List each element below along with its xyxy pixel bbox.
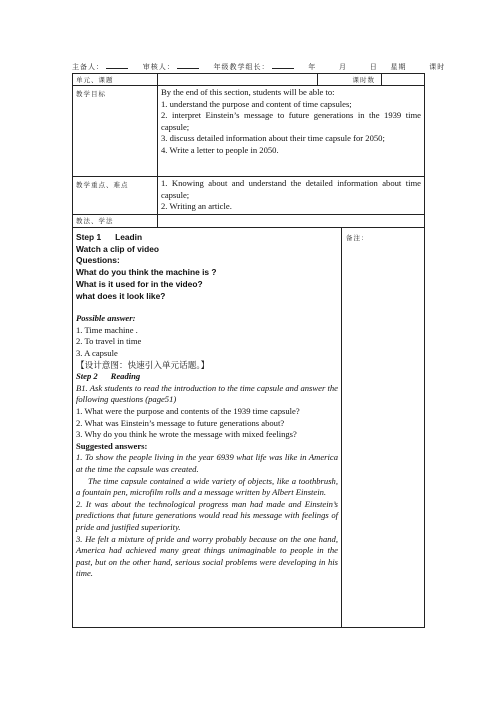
- keypoints-label: 教学重点、难点: [73, 177, 158, 215]
- questions-title: Questions:: [76, 255, 120, 266]
- lesson-process: [73, 228, 342, 628]
- goal-line: 1. understand the purpose and content of time capsules;: [161, 98, 352, 109]
- suggested-answer: The time capsule contained a wide variety of objects, like a toothbrush, a fountain pen, microfilm rolls and a message written by Albert Einstein.: [76, 475, 338, 498]
- goal-line: By the end of this section, students will be able to:: [161, 87, 335, 97]
- process-row: [73, 228, 425, 628]
- goals-row: [73, 86, 425, 177]
- unit-row: [73, 74, 425, 86]
- reading-question: 2. What was Einstein’s message to future generations about?: [76, 417, 285, 428]
- reading-question: 3. Why do you think he wrote the message with mixed feelings?: [76, 429, 297, 440]
- goals-content: [158, 86, 425, 177]
- keypoints-content: [158, 177, 425, 215]
- methods-label: 教法、学法: [73, 215, 158, 228]
- unit-label: 单元、课题: [73, 74, 158, 86]
- goal-line: 3. discuss detailed information about their time capsule for 2050;: [161, 133, 385, 144]
- suggested-answer: 2. It was about the technological progress man had made and Einstein’s predictions that future generations would read his message with feelings of pride and justified superiority.: [76, 498, 338, 532]
- answer-item: 3. A capsule: [76, 348, 118, 358]
- notes-label: 备注：: [346, 235, 369, 242]
- design-note: 【设计意图：快速引入单元话题。】: [76, 359, 210, 370]
- lesson-plan-table: [72, 73, 425, 628]
- goal-line: 2. interpret Einstein’s message to future generations in the 1939 time capsule;: [161, 110, 421, 132]
- preparer-blank: [106, 62, 128, 69]
- suggested-answer: 3. He felt a mixture of pride and worry probably because on the one hand, America had achieved many great things unimaginable to people in the past, but on the other hand, serious social problems were developing in his time.: [76, 533, 338, 579]
- keypoint-line: 2. Writing an article.: [161, 201, 232, 212]
- type-label: 课时数: [318, 74, 382, 86]
- type-value: [382, 74, 425, 86]
- goals-label: 教学目标: [73, 86, 158, 177]
- question-item: what does it look like?: [76, 290, 166, 301]
- keypoint-line: 1. Knowing about and understand the detailed information about time capsule;: [161, 178, 421, 200]
- preparer-label: 主备人：: [72, 63, 104, 71]
- lesson-plan-header: [72, 62, 445, 72]
- methods-row: [73, 215, 425, 228]
- suggested-answers-title: Suggested answers:: [76, 440, 148, 451]
- question-item: What do you think the machine is ?: [76, 267, 217, 278]
- reading-question: 1. What were the purpose and contents of the 1939 time capsule?: [76, 405, 300, 416]
- leader-label: 年级教学组长：: [213, 63, 270, 71]
- step2-heading: Step 2 Reading: [76, 371, 141, 382]
- reviewer-label: 审核人：: [142, 63, 175, 71]
- keypoints-row: [73, 177, 425, 215]
- goal-line: 4. Write a letter to people in 2050.: [161, 144, 279, 155]
- notes-column: [342, 228, 425, 628]
- b1-instruction: B1. Ask students to read the introduction to the time capsule and answer the following questions (page51): [76, 382, 338, 405]
- period-label: 课时: [429, 63, 446, 71]
- month-label: 月: [339, 63, 347, 71]
- reviewer-blank: [177, 62, 199, 69]
- answer-item: 2. To travel in time: [76, 336, 142, 347]
- possible-answer-title: Possible answer:: [76, 313, 136, 324]
- unit-value: [158, 74, 318, 86]
- week-label: 星期: [390, 63, 407, 71]
- leader-blank: [272, 62, 294, 69]
- answer-item: 1. Time machine .: [76, 324, 138, 335]
- question-item: What is it used for in the video?: [76, 278, 203, 289]
- year-label: 年: [308, 63, 317, 71]
- suggested-answer: 1. To show the people living in the year 6939 what life was like in America at the time the capsule was created.: [76, 452, 338, 474]
- watch-video: Watch a clip of video: [76, 243, 159, 254]
- step1-heading: Step 1 Leadin: [76, 232, 143, 242]
- methods-value: [158, 215, 425, 228]
- day-label: 日: [369, 63, 378, 71]
